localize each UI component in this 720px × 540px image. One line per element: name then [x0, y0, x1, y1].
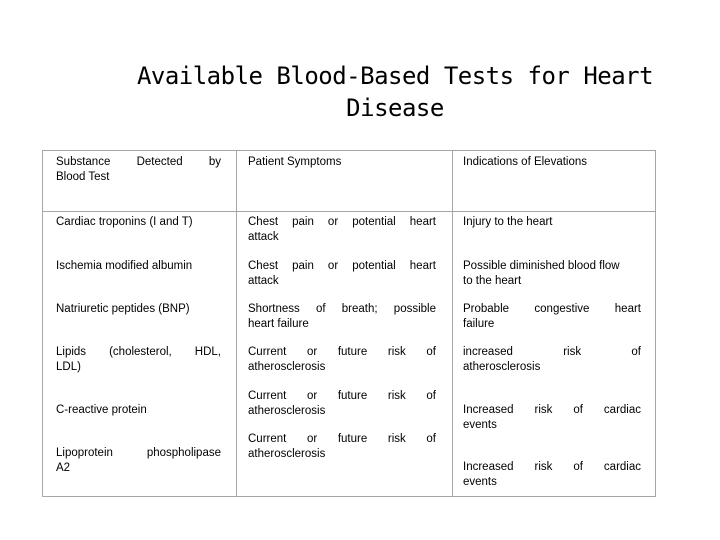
row-2-elevations [463, 259, 651, 288]
column-divider-1 [236, 151, 237, 496]
row-1-substance-line-1: Cardiac troponins (I and T) [56, 216, 193, 228]
row-6-substance-line-1: Lipoprotein phospholipase [56, 447, 221, 459]
row-4-symptoms-line-2: atherosclerosis [248, 360, 326, 373]
row-4-substance-line-2: LDL) [56, 360, 81, 373]
row-2-substance [56, 259, 226, 274]
row-3-elevations-line-2: failure [463, 317, 495, 330]
header-blood-test: Blood Test [56, 170, 110, 183]
row-2-symptoms-line-2: attack [248, 274, 279, 287]
row-2-symptoms-line-1: Chest pain or potential heart [248, 260, 436, 272]
row-6-symptoms-line-1: Current or future risk of [248, 433, 436, 445]
row-4-symptoms [248, 345, 436, 374]
row-3-symptoms-line-2: heart failure [248, 317, 309, 330]
row-1-elevations-line-1: Injury to the heart [463, 216, 553, 228]
title-line-2: Disease [346, 94, 444, 122]
row-1-elevations [463, 215, 643, 230]
column-divider-2 [452, 151, 453, 496]
header-substance [56, 155, 221, 184]
header-substance-word: Substance [56, 156, 111, 168]
row-6-elevations [463, 460, 641, 489]
row-3-symptoms [248, 302, 436, 331]
row-1-symptoms-line-2: attack [248, 230, 279, 243]
row-1-substance [56, 215, 226, 230]
row-2-symptoms [248, 259, 436, 288]
row-5-elevations-line-2: events [463, 418, 497, 431]
row-5-symptoms-line-1: Current or future risk of [248, 390, 436, 402]
row-6-symptoms [248, 432, 436, 461]
row-6-substance [56, 446, 221, 475]
title-line-1: Available Blood-Based Tests for Heart [136, 62, 654, 90]
row-5-symptoms-line-2: atherosclerosis [248, 404, 326, 417]
row-4-elevations-line-2: atherosclerosis [463, 360, 541, 373]
header-symptoms: Patient Symptoms [248, 156, 342, 168]
row-4-elevations-line-1: increased risk of [463, 346, 641, 358]
row-6-elevations-line-2: events [463, 475, 497, 488]
row-5-substance-line-1: C-reactive protein [56, 404, 147, 416]
row-2-elevations-line-2: to the heart [463, 274, 522, 287]
row-6-symptoms-line-2: atherosclerosis [248, 447, 326, 460]
row-4-symptoms-line-1: Current or future risk of [248, 346, 436, 358]
row-5-elevations-line-1: Increased risk of cardiac [463, 404, 641, 416]
row-5-elevations [463, 403, 641, 432]
row-1-symptoms [248, 215, 436, 244]
header-divider [43, 211, 655, 212]
row-3-substance-line-1: Natriuretic peptides (BNP) [56, 303, 190, 315]
row-6-elevations-line-1: Increased risk of cardiac [463, 461, 641, 473]
row-4-substance [56, 345, 221, 374]
blood-tests-table [42, 150, 656, 497]
header-detected-word: Detected [136, 156, 183, 168]
row-6-substance-line-2: A2 [56, 461, 71, 474]
slide-title [100, 60, 690, 124]
row-5-substance [56, 403, 226, 418]
row-1-symptoms-line-1: Chest pain or potential heart [248, 216, 436, 228]
row-3-substance [56, 302, 226, 317]
row-2-substance-line-1: Ischemia modified albumin [56, 260, 193, 272]
row-3-symptoms-line-1: Shortness of breath; possible [248, 303, 436, 315]
row-2-elevations-line-1: Possible diminished blood flow [463, 260, 620, 272]
header-by-word: by [208, 156, 221, 168]
row-3-elevations [463, 302, 641, 331]
row-4-elevations [463, 345, 641, 374]
row-5-symptoms [248, 389, 436, 418]
row-3-elevations-line-1: Probable congestive heart [463, 303, 641, 315]
row-4-substance-line-1: Lipids (cholesterol, HDL, [56, 346, 221, 358]
header-elevations: Indications of Elevations [463, 156, 588, 168]
